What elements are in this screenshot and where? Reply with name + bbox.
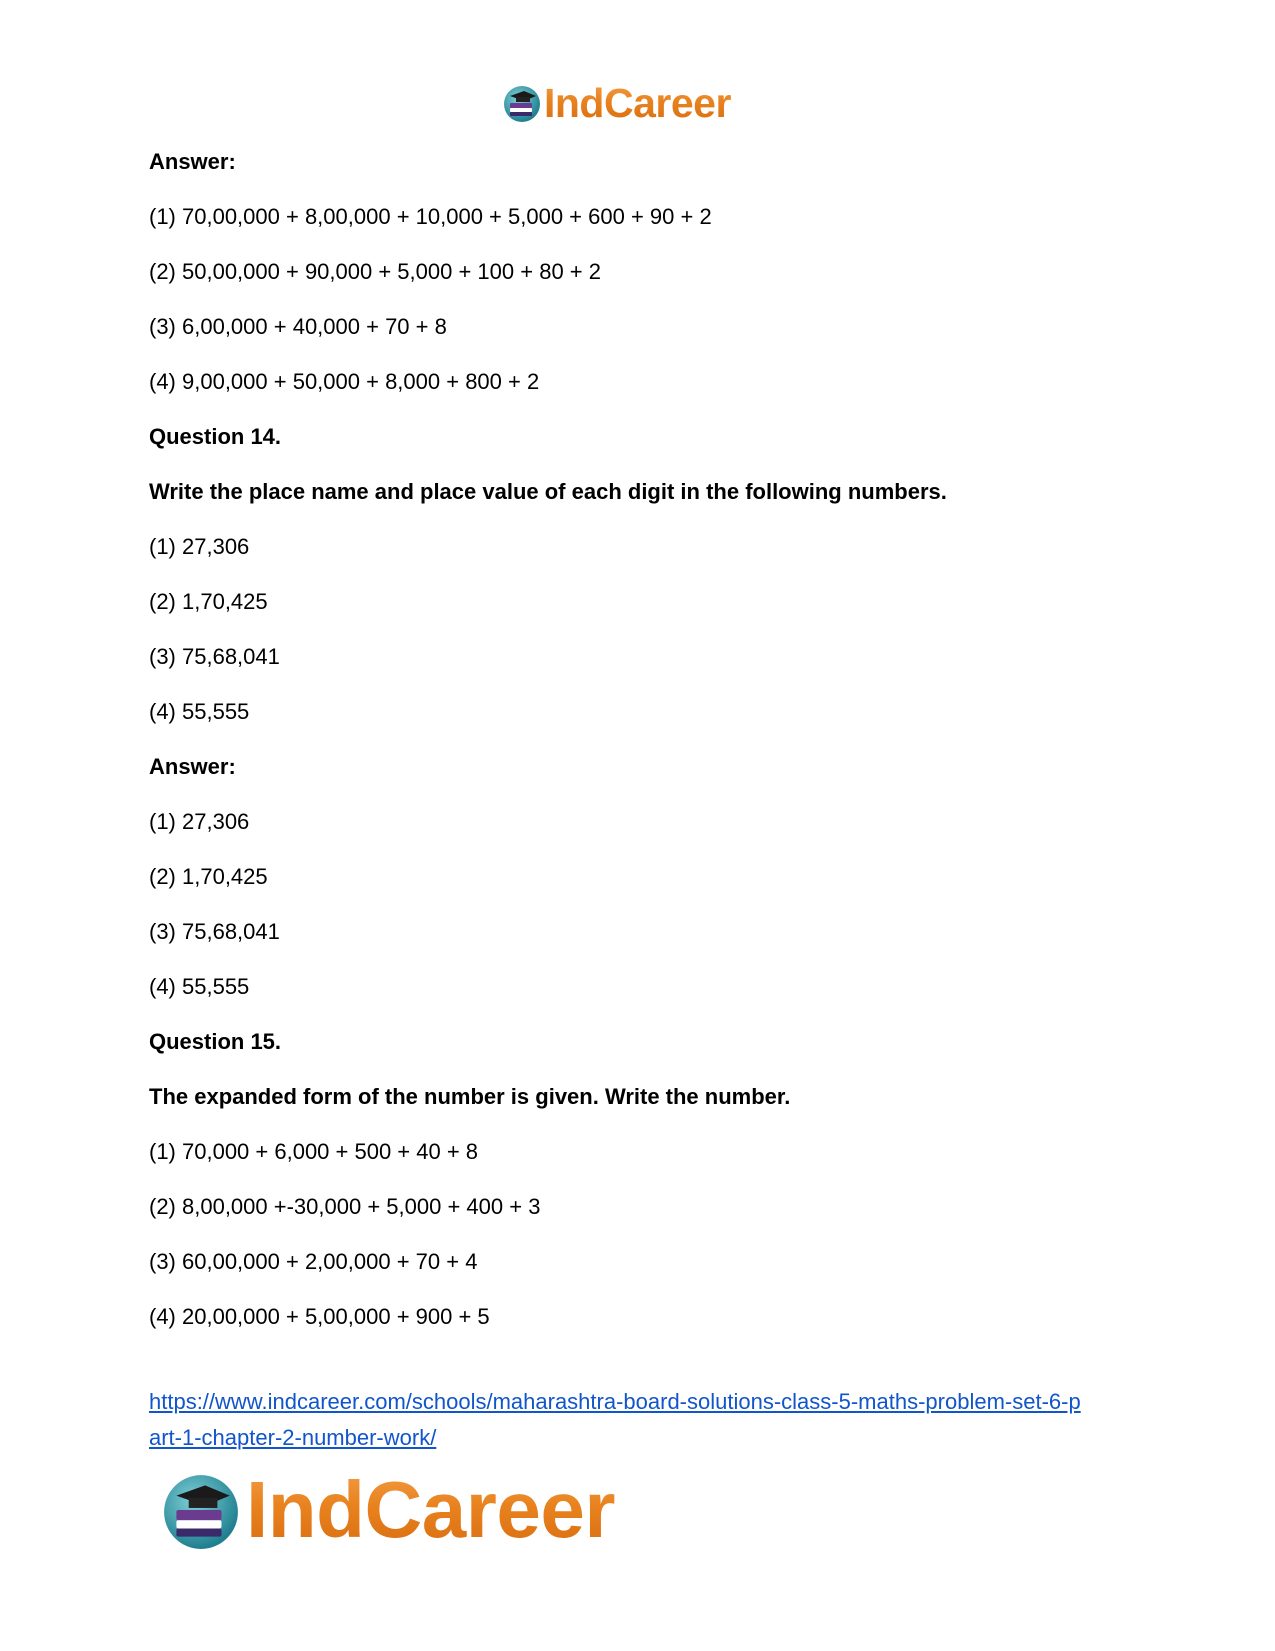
footer-logo xyxy=(160,1465,615,1554)
text-line: (1) 27,306 xyxy=(149,809,250,834)
text-line: (4) 55,555 xyxy=(149,699,250,724)
text-line: (3) 6,00,000 + 40,000 + 70 + 8 xyxy=(149,314,447,339)
heading-line: Write the place name and place value of each digit in the following numbers. xyxy=(149,479,947,504)
text-line: (1) 70,00,000 + 8,00,000 + 10,000 + 5,000 + 600 + 90 + 2 xyxy=(149,204,712,229)
text-line: (3) 60,00,000 + 2,00,000 + 70 + 4 xyxy=(149,1249,478,1274)
heading-line: The expanded form of the number is given. Write the number. xyxy=(149,1084,791,1109)
text-line: (1) 70,000 + 6,000 + 500 + 40 + 8 xyxy=(149,1139,479,1164)
source-link-line-1[interactable]: https://www.indcareer.com/schools/maharashtra-board-solutions-class-5-maths-problem-set-6-p xyxy=(149,1389,1081,1414)
graduation-globe-icon xyxy=(160,1469,242,1551)
text-line: (1) 27,306 xyxy=(149,534,250,559)
text-line: (2) 1,70,425 xyxy=(149,864,268,889)
text-line: (2) 1,70,425 xyxy=(149,589,268,614)
text-line: (4) 55,555 xyxy=(149,974,250,999)
heading-line: Question 15. xyxy=(149,1029,282,1054)
graduation-globe-icon xyxy=(502,83,542,123)
source-link-line-2[interactable]: art-1-chapter-2-number-work/ xyxy=(149,1425,437,1450)
heading-line: Answer: xyxy=(149,149,236,174)
logo-wordmark: IndCareer xyxy=(246,1465,615,1554)
text-line: (2) 8,00,000 +-30,000 + 5,000 + 400 + 3 xyxy=(149,1194,541,1219)
text-line: (4) 9,00,000 + 50,000 + 8,000 + 800 + 2 xyxy=(149,369,540,394)
logo-wordmark: IndCareer xyxy=(544,79,731,126)
heading-line: Answer: xyxy=(149,754,236,779)
heading-line: Question 14. xyxy=(149,424,282,449)
header-logo xyxy=(502,80,731,126)
text-line: (3) 75,68,041 xyxy=(149,644,280,669)
text-line: (4) 20,00,000 + 5,00,000 + 900 + 5 xyxy=(149,1304,490,1329)
text-line: (3) 75,68,041 xyxy=(149,919,280,944)
text-line: (2) 50,00,000 + 90,000 + 5,000 + 100 + 80 + 2 xyxy=(149,259,601,284)
